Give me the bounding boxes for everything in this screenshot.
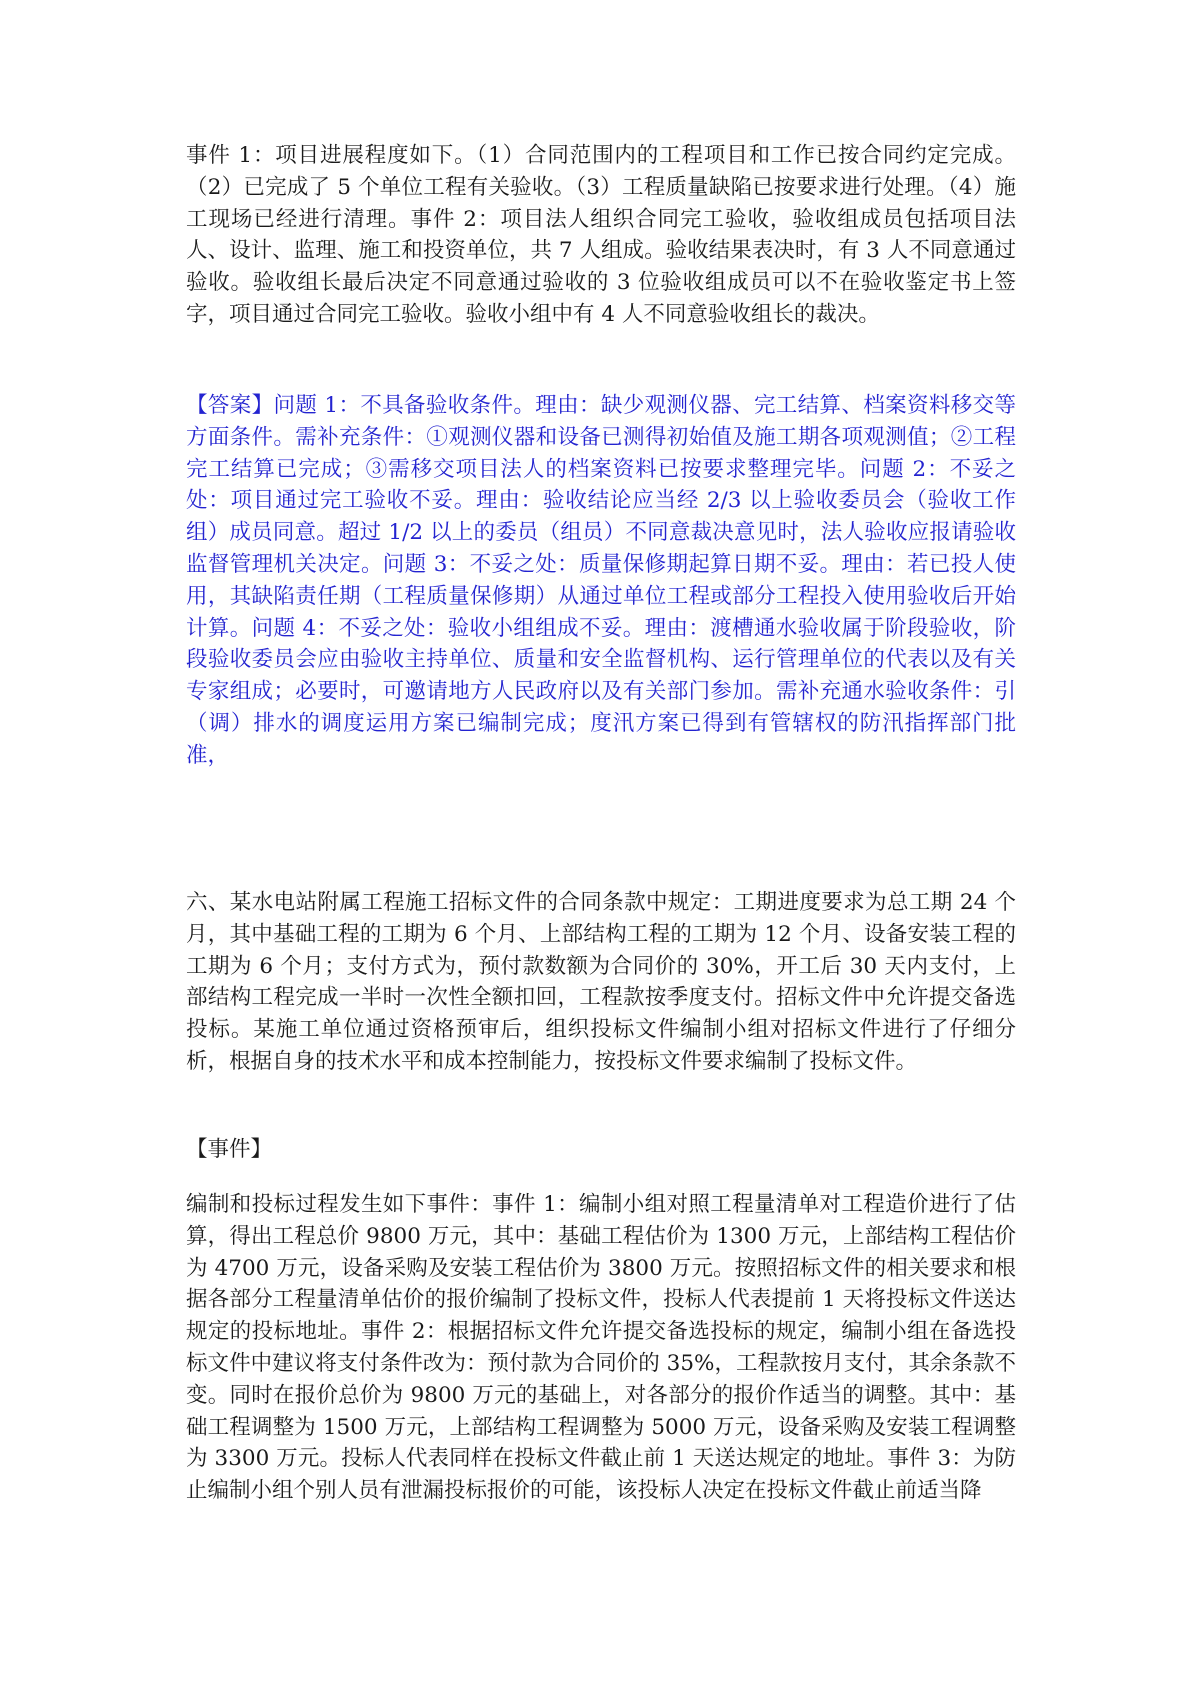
events-heading: 【事件】 <box>186 1137 273 1162</box>
events-paragraph: 编制和投标过程发生如下事件：事件 1：编制小组对照工程量清单对工程造价进行了估算，得出工程总价 9800 万元，其中：基础工程估价为 1300 万元，上部结构工程估价为 4700 万元，设备采购及安装工程估价为 3800 万元。按照招标文件的相关要求和根据各部分工程量清单估价的报价编制了投标文件，投标人代表提前 1 天将投标文件送达规定的投标地址。事件 2：根据招标文件允许提交备选投标的规定，编制小组在备选投标文件中建议将支付条件改为：预付款为合同价的 35%，工程款按月支付，其余条款不变。同时在报价总价为 9800 万元的基础上，对各部分的报价作适当的调整。其中：基础工程调整为 1500 万元，上部结构工程调整为 5000 万元，设备采购及安装工程调整为 3300 万元。投标人代表同样在投标文件截止前 1 天送达规定的地址。事件 3：为防止编制小组个别人员有泄漏投标报价的可能，该投标人决定在投标文件截止前适当降 <box>186 1192 1016 1504</box>
event-description-paragraph: 事件 1：项目进展程度如下。（1）合同范围内的工程项目和工作已按合同约定完成。（2）已完成了 5 个单位工程有关验收。（3）工程质量缺陷已按要求进行处理。（4）施工现场已经进行清理。事件 2：项目法人组织合同完工验收，验收组成员包括项目法人、设计、监理、施工和投资单位，共 7 人组成。验收结果表决时，有 3 人不同意通过验收。验收组长最后决定不同意通过验收的 3 位验收组成员可以不在验收鉴定书上签字，项目通过合同完工验收。验收小组中有 4 人不同意验收组长的裁决。 <box>186 143 1016 327</box>
question-six-paragraph: 六、某水电站附属工程施工招标文件的合同条款中规定：工期进度要求为总工期 24 个月，其中基础工程的工期为 6 个月、上部结构工程的工期为 12 个月、设备安装工程的工期为 6 个月；支付方式为，预付款数额为合同价的 30%，开工后 30 天内支付，上部结构工程完成一半时一次性全额扣回，工程款按季度支付。招标文件中允许提交备选投标。某施工单位通过资格预审后，组织投标文件编制小组对招标文件进行了仔细分析，根据自身的技术水平和成本控制能力，按投标文件要求编制了投标文件。 <box>186 890 1016 1074</box>
answer-paragraph: 【答案】问题 1：不具备验收条件。理由：缺少观测仪器、完工结算、档案资料移交等方面条件。需补充条件：①观测仪器和设备已测得初始值及施工期各项观测值；②工程完工结算已完成；③需移交项目法人的档案资料已按要求整理完毕。问题 2：不妥之处：项目通过完工验收不妥。理由：验收结论应当经 2/3 以上验收委员会（验收工作组）成员同意。超过 1/2 以上的委员（组员）不同意裁决意见时，法人验收应报请验收监督管理机关决定。问题 3：不妥之处：质量保修期起算日期不妥。理由：若已投人使用，其缺陷责任期（工程质量保修期）从通过单位工程或部分工程投入使用验收后开始计算。问题 4：不妥之处：验收小组组成不妥。理由：渡槽通水验收属于阶段验收，阶段验收委员会应由验收主持单位、质量和安全监督机构、运行管理单位的代表以及有关专家组成；必要时，可邀请地方人民政府以及有关部门参加。需补充通水验收条件：引（调）排水的调度运用方案已编制完成；度汛方案已得到有管辖权的防汛指挥部门批准， <box>186 393 1016 768</box>
